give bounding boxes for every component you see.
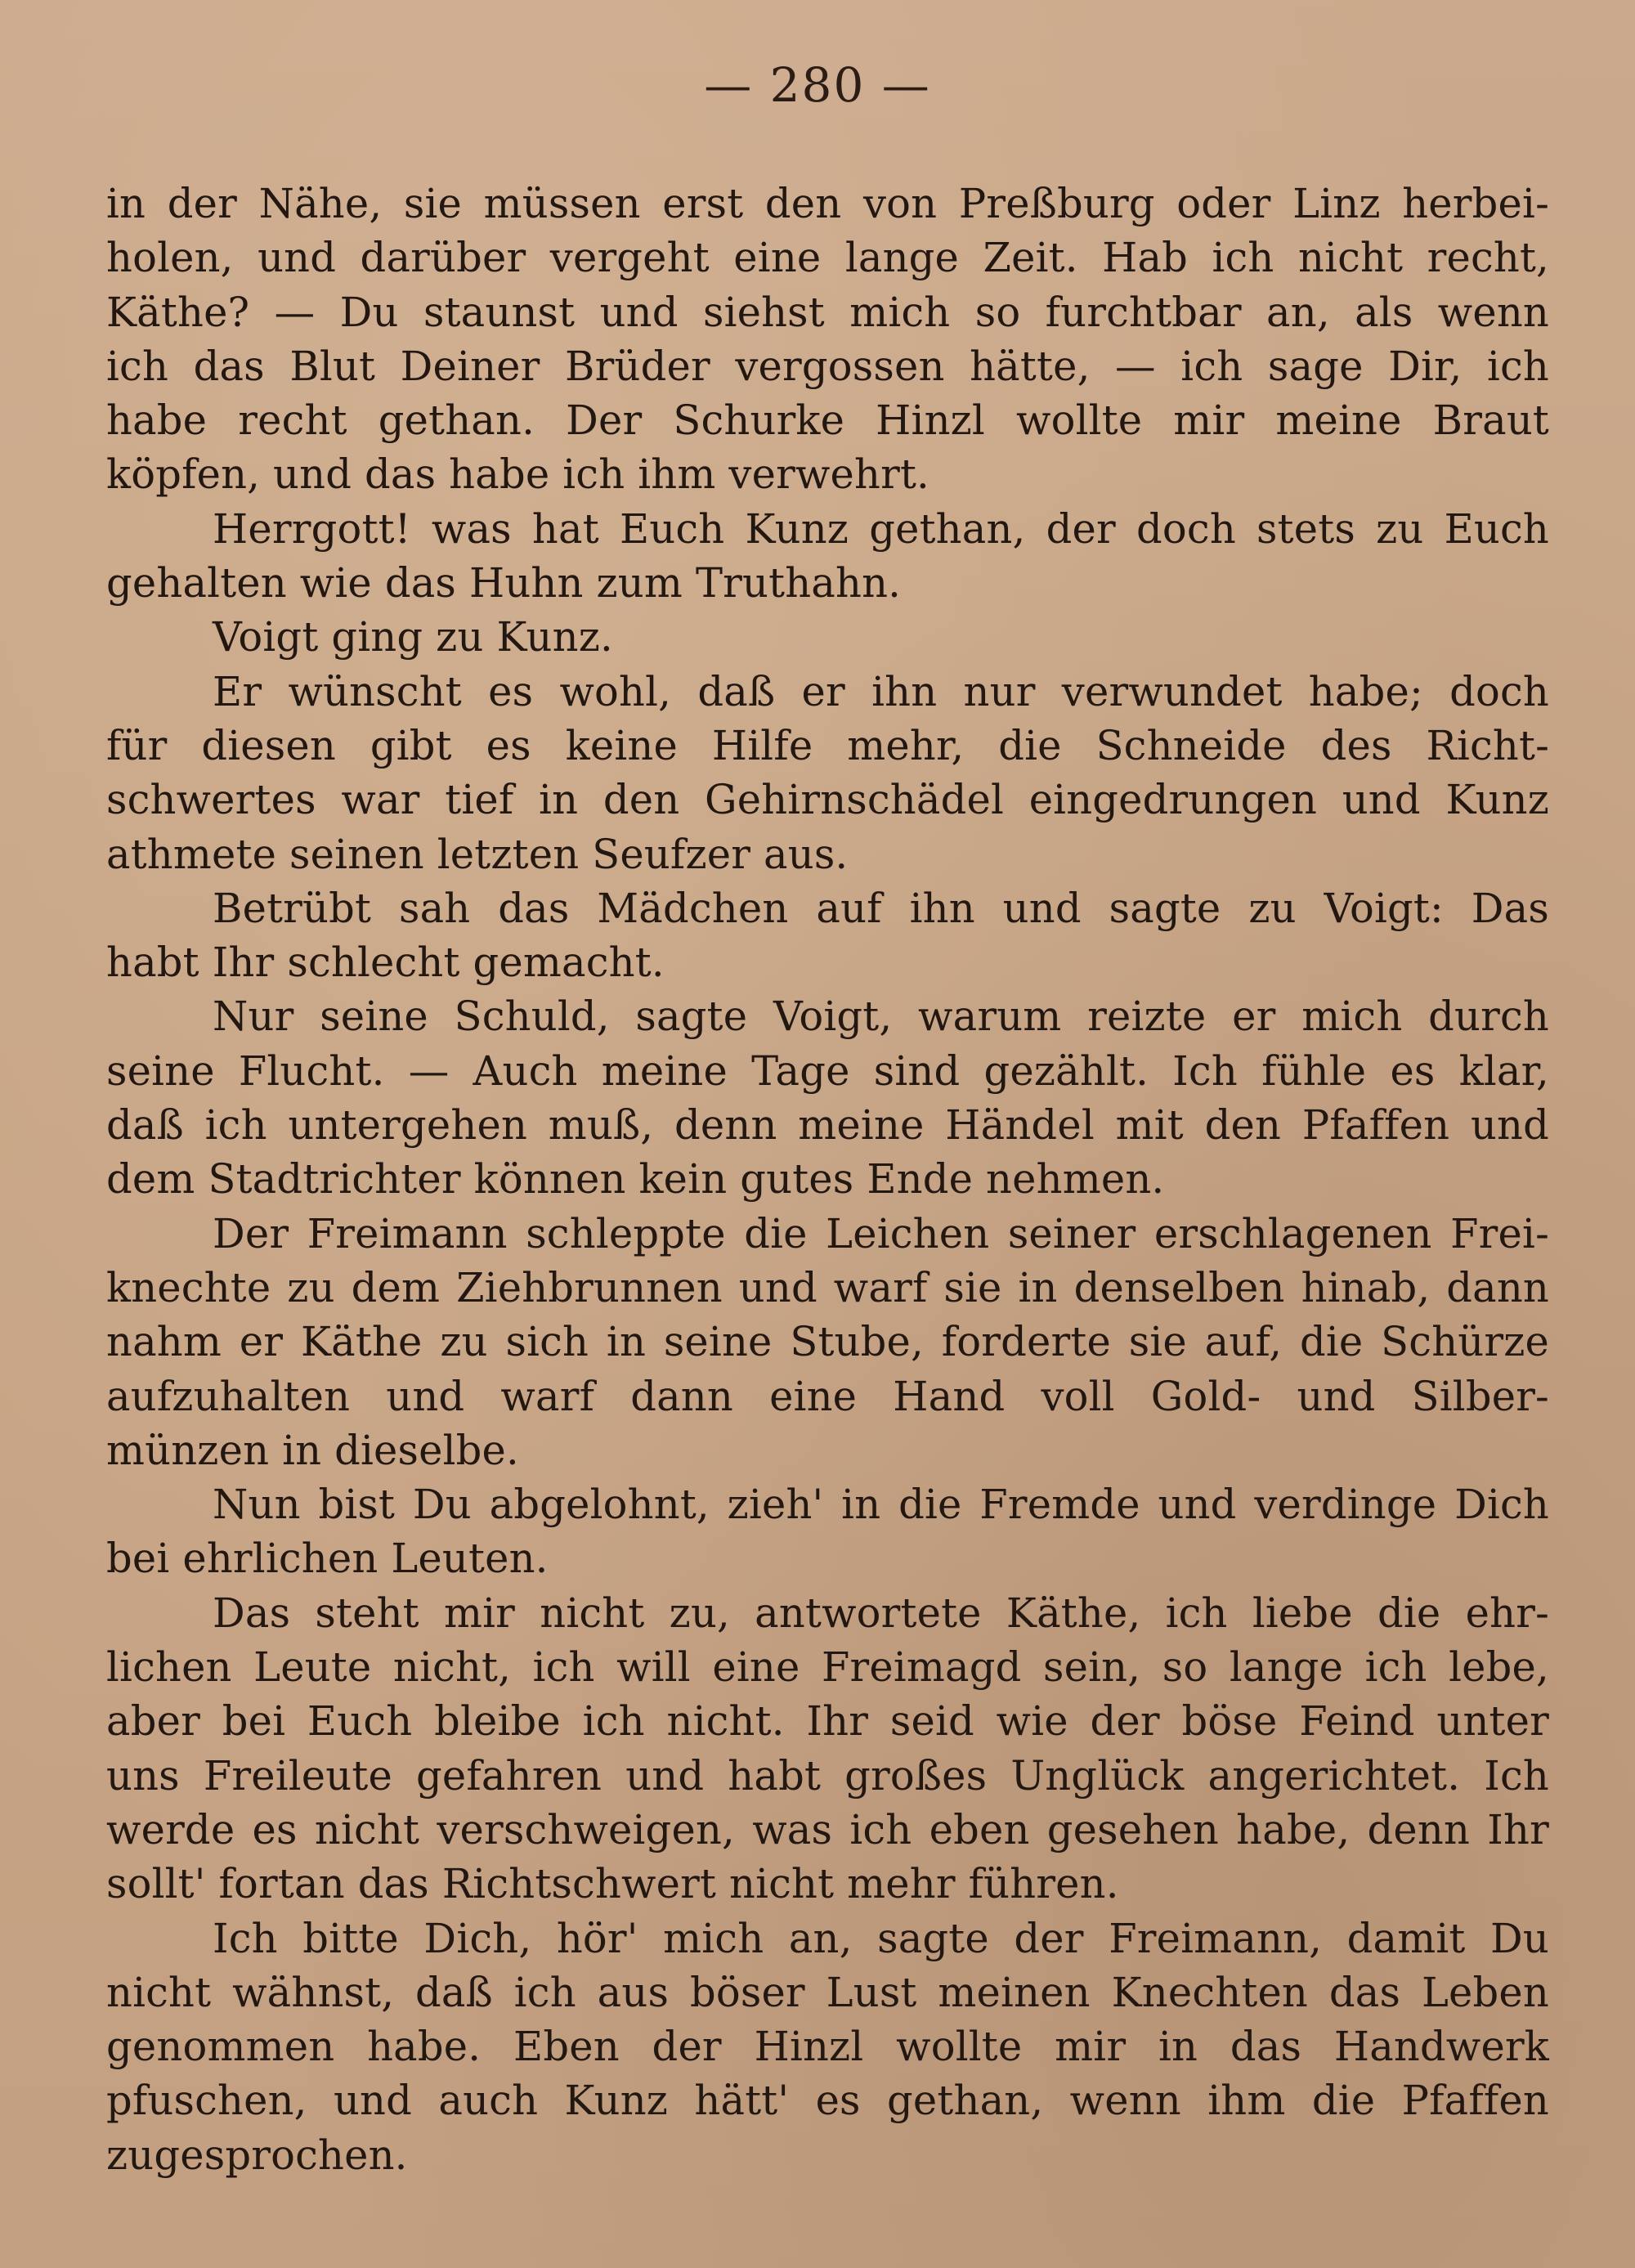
text-line: lichen Leute nicht, ich will eine Freimagd sein, so lange ich lebe, (106, 1643, 1549, 1692)
text-line: für diesen gibt es keine Hilfe mehr, die Schneide des Richt- (106, 721, 1549, 769)
text-line: nicht wähnst, daß ich aus böser Lust meinen Knechten das Leben (106, 1968, 1549, 2016)
text-line: ich das Blut Deiner Brüder vergossen hätte, — ich sage Dir, ich (106, 342, 1549, 390)
text-line: münzen in dieselbe. (106, 1426, 519, 1474)
text-line: Der Freimann schleppte die Leichen seiner erschlagenen Frei- (213, 1209, 1549, 1257)
text-line: zugesprochen. (106, 2131, 408, 2179)
text-line: köpfen, und das habe ich ihm verwehrt. (106, 450, 929, 499)
text-line: Das steht mir nicht zu, antwortete Käthe, ich liebe die ehr- (213, 1589, 1549, 1637)
text-line: dem Stadtrichter können kein gutes Ende nehmen. (106, 1155, 1165, 1203)
text-line: Nun bist Du abgelohnt, zieh' in die Fremde und verdinge Dich (213, 1481, 1549, 1529)
text-line: habe recht gethan. Der Schurke Hinzl wollte mir meine Braut (106, 397, 1549, 445)
text-line: athmete seinen letzten Seufzer aus. (106, 830, 849, 878)
text-line: uns Freileute gefahren und habt großes Unglück angerichtet. Ich (106, 1751, 1549, 1800)
text-line: knechte zu dem Ziehbrunnen und warf sie in denselben hinab, dann (106, 1263, 1549, 1311)
page-number: — 280 — (704, 57, 931, 113)
text-line: Betrübt sah das Mädchen auf ihn und sagte zu Voigt: Das (213, 884, 1549, 932)
text-line: pfuschen, und auch Kunz hätt' es gethan, wenn ihm die Pfaffen (106, 2077, 1549, 2125)
text-line: seine Flucht. — Auch meine Tage sind gezählt. Ich fühle es klar, (106, 1047, 1549, 1095)
text-line: Er wünscht es wohl, daß er ihn nur verwundet habe; doch (213, 667, 1549, 715)
text-line: Nur seine Schuld, sagte Voigt, warum reizte er mich durch (213, 993, 1549, 1041)
body-text (106, 177, 1549, 2182)
text-line: gehalten wie das Huhn zum Truthahn. (106, 559, 902, 607)
text-line: bei ehrlichen Leuten. (106, 1535, 549, 1583)
text-line: nahm er Käthe zu sich in seine Stube, forderte sie auf, die Schürze (106, 1318, 1549, 1366)
text-line: Ich bitte Dich, hör' mich an, sagte der Freimann, damit Du (213, 1914, 1549, 1962)
text-line: Herrgott! was hat Euch Kunz gethan, der doch stets zu Euch (213, 504, 1549, 553)
text-line: Käthe? — Du staunst und siehst mich so furchtbar an, als wenn (106, 288, 1549, 336)
text-line: daß ich untergehen muß, denn meine Händel mit den Pfaffen und (106, 1101, 1549, 1150)
text-line: aufzuhalten und warf dann eine Hand voll Gold- und Silber- (106, 1372, 1549, 1420)
text-line: aber bei Euch bleibe ich nicht. Ihr seid wie der böse Feind unter (106, 1697, 1549, 1746)
text-line: genommen habe. Eben der Hinzl wollte mir in das Handwerk (106, 2023, 1549, 2071)
text-line: habt Ihr schlecht gemacht. (106, 939, 665, 987)
text-line: werde es nicht verschweigen, was ich eben gesehen habe, denn Ihr (106, 1805, 1549, 1853)
text-line: Voigt ging zu Kunz. (213, 613, 613, 661)
text-line: schwertes war tief in den Gehirnschädel eingedrungen und Kunz (106, 776, 1549, 824)
text-line: sollt' fortan das Richtschwert nicht mehr führen. (106, 1860, 1119, 1908)
text-line: holen, und darüber vergeht eine lange Zeit. Hab ich nicht recht, (106, 234, 1549, 282)
text-line: in der Nähe, sie müssen erst den von Preßburg oder Linz herbei- (106, 180, 1549, 227)
